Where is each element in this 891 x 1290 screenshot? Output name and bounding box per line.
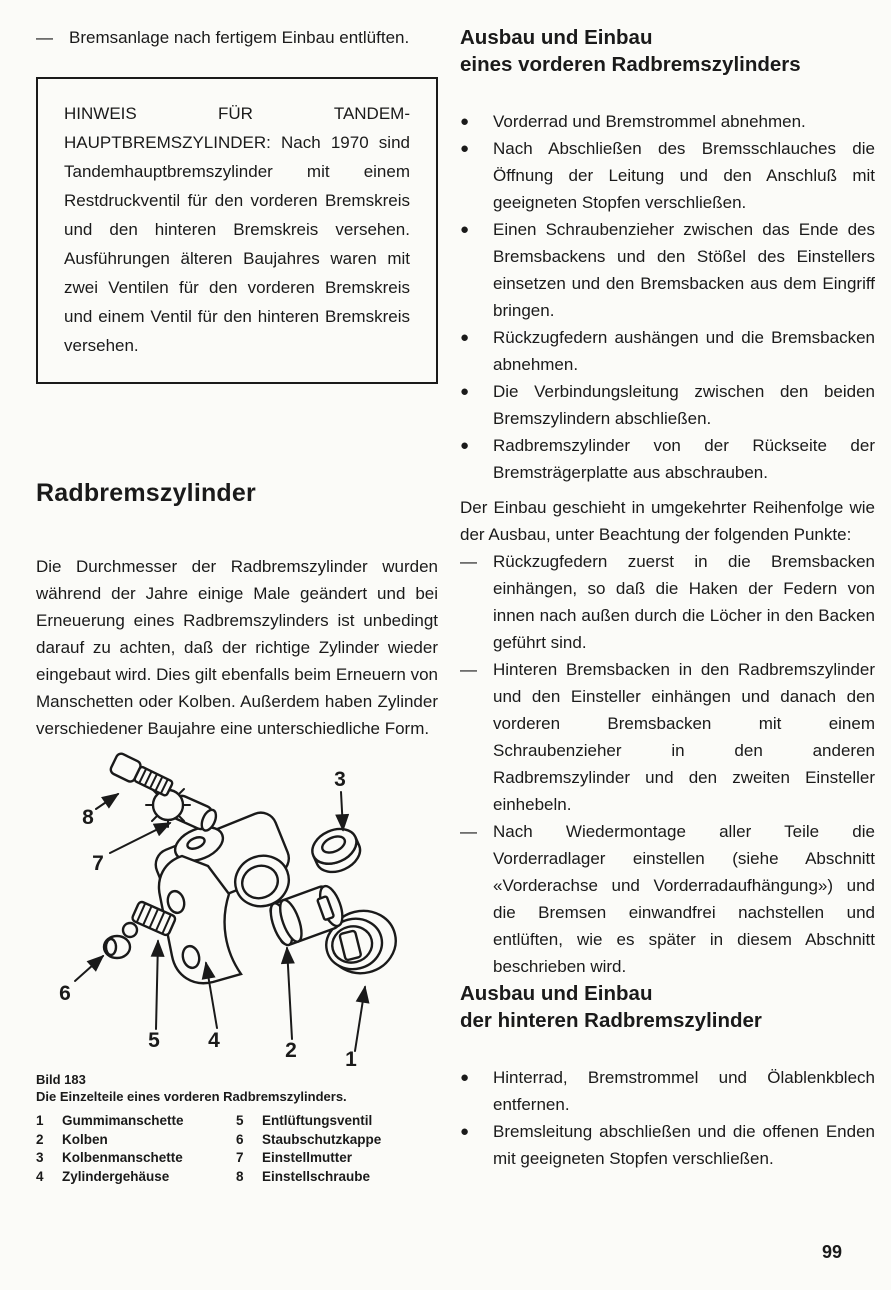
adjusting-screw-part <box>109 752 174 799</box>
intro-list-item <box>36 24 438 51</box>
section-paragraph: Die Durchmesser der Radbremszylinder wurden während der Jahre einige Male geändert und bei Erneuerung eines Radbremszylinders ist unbedingt darauf zu achten, daß der richtige Zylinder wieder eingebaut wird. Dies gilt ebenfalls beim Erneuern von Manschetten oder Kolben. Außerdem haben Zylinder verschiedener Baujahre eine unterschiedliche Form. <box>36 557 438 738</box>
parts-list-item: 6 Staubschutzkappe <box>236 1131 382 1147</box>
callout-number-3: 3 <box>334 768 346 791</box>
callout-number-4: 4 <box>208 1029 220 1052</box>
bullet-marker: ● <box>460 329 470 346</box>
callout-number-6: 6 <box>59 982 71 1005</box>
list-item: — Hinteren Bremsbacken in den Radbremszylinder und den Einsteller einhängen und danach den vorderen Bremsbacken mit einem Schraubenzieher in den anderen Radbremszylinder und den zweiten Einsteller einhebeln. <box>460 656 875 818</box>
parts-list-item: 5 Entlüftungsventil <box>236 1113 373 1128</box>
exploded-diagram-figure <box>36 750 438 1068</box>
list-item: ● Die Verbindungsleitung zwischen den beiden Bremszylindern abschließen. <box>460 378 875 432</box>
list-item: ● Bremsleitung abschließen und die offenen Enden mit geeigneten Stopfen verschließen. <box>460 1118 875 1172</box>
list-item: ● Vorderrad und Bremstrommel abnehmen. <box>460 108 875 135</box>
bullet-marker: ● <box>460 140 470 157</box>
list-item: ● Einen Schraubenzieher zwischen das Ende des Bremsbackens und den Stößel des Einstellers einsetzen und den Bremsbacken aus dem Eingriff bringen. <box>460 216 875 324</box>
callout-number-7: 7 <box>92 852 104 875</box>
rear-cylinder-steps <box>460 1064 875 1172</box>
page-number: 99 <box>822 1242 843 1262</box>
dash-marker: — <box>460 822 477 841</box>
figure-caption <box>36 1071 438 1105</box>
subsection-heading-rear: Ausbau und Einbau der hinteren Radbremszylinder <box>460 982 762 1032</box>
list-item: ● Nach Abschließen des Bremsschlauches die Öffnung der Leitung und den Anschluß mit geeigneten Stopfen verschließen. <box>460 135 875 216</box>
intro-text: Bremsanlage nach fertigem Einbau entlüften. <box>69 28 410 47</box>
einbau-points <box>460 548 875 980</box>
list-item: ● Hinterrad, Bremstrommel und Ölablenkblech entfernen. <box>460 1064 875 1118</box>
parts-list-item: 4 Zylindergehäuse <box>36 1168 170 1184</box>
bullet-marker: ● <box>460 437 470 454</box>
parts-list <box>36 1112 438 1186</box>
figure-title: Die Einzelteile eines vorderen Radbremszylinders. <box>36 1089 347 1104</box>
bullet-marker: ● <box>460 221 470 238</box>
dust-cap-part <box>104 936 130 958</box>
parts-list-item: 7 Einstellmutter <box>236 1150 353 1165</box>
dash-marker: — <box>460 552 477 571</box>
parts-list-item: 8 Einstellschraube <box>236 1168 371 1184</box>
bullet-marker: ● <box>460 383 470 400</box>
figure-number: Bild 183 <box>36 1072 86 1087</box>
subsection-heading-front: Ausbau und Einbau eines vorderen Radbremszylinders <box>460 26 801 76</box>
parts-list-item: 1 Gummimanschette <box>36 1113 184 1128</box>
bullet-marker: ● <box>460 113 470 130</box>
list-item: ● Rückzugfedern aushängen und die Bremsbacken abnehmen. <box>460 324 875 378</box>
list-item: — Rückzugfedern zuerst in die Bremsbacken einhängen, so daß die Haken der Federn von innen nach außen durch die Löcher in den Backen geführt sind. <box>460 548 875 656</box>
section-heading: Radbremszylinder <box>36 479 256 507</box>
list-item: ● Radbremszylinder von der Rückseite der Bremsträgerplatte aus abschrauben. <box>460 432 875 486</box>
dash-marker: — <box>460 660 477 679</box>
parts-list-item: 3 Kolbenmanschette <box>36 1150 183 1165</box>
callout-number-2: 2 <box>285 1039 297 1062</box>
dash-marker: — <box>36 28 53 47</box>
bullet-marker: ● <box>460 1123 470 1140</box>
right-column <box>460 24 875 1172</box>
piston-cup-part <box>307 822 366 878</box>
list-item: — Nach Wiedermontage aller Teile die Vorderradlager einstellen (siehe Abschnitt «Vorderachse und Vorderradaufhängung») und die Bremsen einwandfrei nachstellen und entlüften, wie es später in diesem Abschnitt beschrieben wird. <box>460 818 875 980</box>
bullet-marker: ● <box>460 1069 470 1086</box>
front-cylinder-steps <box>460 108 875 486</box>
note-box <box>36 77 438 384</box>
einbau-intro: Der Einbau geschieht in umgekehrter Reihenfolge wie der Ausbau, unter Beachtung der folgenden Punkte: <box>460 498 875 544</box>
left-column <box>36 24 438 1186</box>
note-box-text: HINWEIS FÜR TANDEM-HAUPTBREMSZYLINDER: Nach 1970 sind Tandemhauptbremszylinder mit einem Restdruckventil für den vorderen Bremskreis und den hinteren Bremskreis versehen. Ausführungen älteren Baujahres waren mit zwei Ventilen für den vorderen Bremskreis und einem Ventil für den hinteren Bremskreis versehen. <box>64 104 410 355</box>
callout-number-5: 5 <box>148 1029 160 1052</box>
cylinder-body-part <box>151 808 296 983</box>
parts-list-item: 2 Kolben <box>36 1131 108 1147</box>
callout-number-8: 8 <box>82 806 94 829</box>
callout-number-1: 1 <box>345 1048 357 1068</box>
